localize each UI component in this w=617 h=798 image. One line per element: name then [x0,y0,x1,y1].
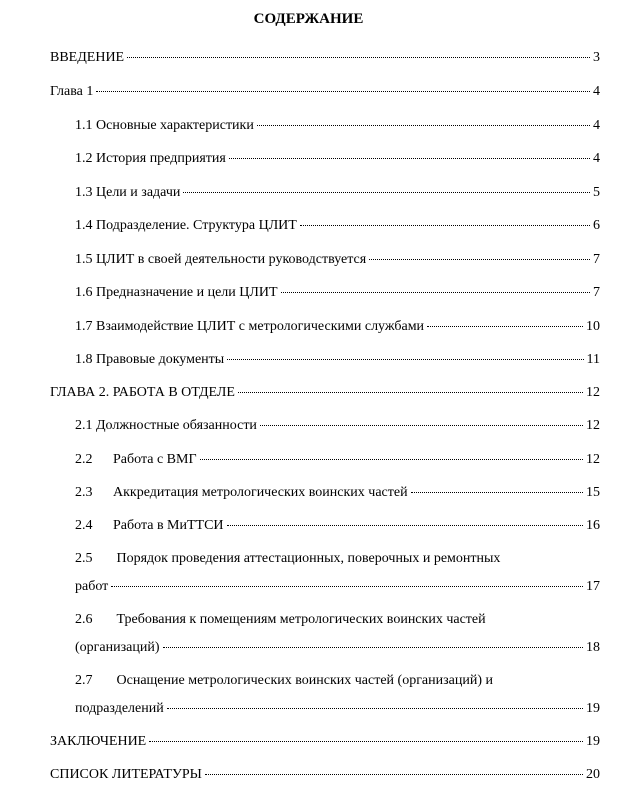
dot-leader [163,647,584,648]
toc-page-number: 7 [593,285,600,300]
toc-page-number: 4 [593,118,600,133]
toc-entry-number: 2.6 [75,612,93,627]
toc-entry-label: 1.4 Подразделение. Структура ЦЛИТ [75,218,297,233]
dot-leader [111,586,583,587]
toc-page-number: 10 [586,319,600,334]
toc-entry-first-line [75,550,600,568]
toc-entry-2-3[interactable] [0,484,617,502]
toc-entry-label: ГЛАВА 2. РАБОТА В ОТДЕЛЕ [50,385,235,400]
dot-leader [183,192,590,193]
toc-page-number: 16 [586,518,600,533]
dot-leader [229,158,590,159]
toc-entry-1-1[interactable] [0,117,617,135]
toc-page-number: 6 [593,218,600,233]
toc-entry-label: 1.6 Предназначение и цели ЦЛИТ [75,285,278,300]
toc-page-number: 19 [586,734,600,749]
dot-leader [281,292,590,293]
dot-leader [257,125,590,126]
toc-entry-1-6[interactable] [0,284,617,302]
toc-entry-number: 2.2 [75,452,93,467]
dot-leader [300,225,590,226]
toc-title: СОДЕРЖАНИЕ [253,11,364,27]
toc-entry-label: 1.5 ЦЛИТ в своей деятельности руководствуется [75,252,367,267]
toc-entry-label: ЗАКЛЮЧЕНИЕ [50,734,147,749]
toc-page-number: 12 [586,452,600,467]
toc-entry-label: 1.1 Основные характеристики [75,118,254,133]
toc-entry-label: Глава 1 [50,84,94,99]
dot-leader [205,774,583,775]
toc-entry-label: Порядок проведения аттестационных, поверочных и ремонтных [116,551,501,566]
toc-entry-label: Работа с ВМГ [113,452,197,467]
toc-page-number: 3 [593,50,600,65]
toc-entry-continuation: (организаций) [75,640,160,655]
toc-entry-label: 1.8 Правовые документы [75,352,225,367]
toc-entry-label: Работа в МиТТСИ [113,518,224,533]
toc-entry-number: 2.4 [75,518,93,533]
toc-entry-label: 1.3 Цели и задачи [75,185,181,200]
toc-entry-1-2[interactable] [0,150,617,168]
toc-entry-label: 1.2 История предприятия [75,151,226,166]
toc-entry-2-4[interactable] [0,517,617,535]
toc-page-number: 11 [586,352,600,367]
toc-entry-2-5[interactable] [0,550,617,596]
toc-entry-1-8[interactable] [0,351,617,369]
toc-page-number: 5 [593,185,600,200]
toc-entry-2-2[interactable] [0,451,617,469]
toc-page-number: 12 [586,418,600,433]
toc-entry-label: 1.7 Взаимодействие ЦЛИТ с метрологическими службами [75,319,425,334]
toc-page-number: 12 [586,385,600,400]
toc-entry-2-6[interactable] [0,611,617,657]
toc-entry-number: 2.3 [75,485,93,500]
toc-entry-introduction[interactable] [0,49,617,67]
dot-leader [427,326,583,327]
toc-entry-1-7[interactable] [0,318,617,336]
dot-leader [260,425,583,426]
toc-entry-number: 2.7 [75,673,93,688]
toc-entry-first-line [75,611,600,629]
toc-page-number: 7 [593,252,600,267]
dot-leader [167,708,583,709]
toc-entry-chapter-1[interactable] [0,83,617,101]
toc-page-number: 17 [586,579,600,594]
toc-page-number: 4 [593,151,600,166]
toc-entry-label: Оснащение метрологических воинских частей (организаций) и [116,673,494,688]
toc-entry-2-1[interactable] [0,417,617,435]
dot-leader [200,459,583,460]
toc-entry-first-line [75,672,600,690]
toc-entry-continuation: подразделений [75,701,164,716]
dot-leader [127,57,590,58]
dot-leader [411,492,583,493]
dot-leader [227,359,583,360]
toc-entry-label: Аккредитация метрологических воинских частей [113,485,408,500]
toc-page-number: 4 [593,84,600,99]
toc-entry-label: Требования к помещениям метрологических воинских частей [116,612,486,627]
dot-leader [227,525,583,526]
toc-entry-continuation: работ [75,579,109,594]
dot-leader [238,392,583,393]
toc-entry-number: 2.5 [75,551,93,566]
toc-entry-1-4[interactable] [0,217,617,235]
toc-page-number: 18 [586,640,600,655]
toc-page-number: 20 [586,767,600,782]
toc-entry-chapter-2[interactable] [0,384,617,402]
toc-page-number: 15 [586,485,600,500]
toc-entry-2-7[interactable] [0,672,617,718]
toc-entry-1-3[interactable] [0,184,617,202]
toc-entry-label: 2.1 Должностные обязанности [75,418,257,433]
dot-leader [96,91,590,92]
toc-page-number: 19 [586,701,600,716]
toc-entry-label: ВВЕДЕНИЕ [50,50,125,65]
toc-entry-conclusion[interactable] [0,733,617,751]
dot-leader [149,741,583,742]
toc-entry-references[interactable] [0,766,617,784]
toc-entry-label: СПИСОК ЛИТЕРАТУРЫ [50,767,202,782]
toc-entry-1-5[interactable] [0,251,617,269]
dot-leader [369,259,590,260]
